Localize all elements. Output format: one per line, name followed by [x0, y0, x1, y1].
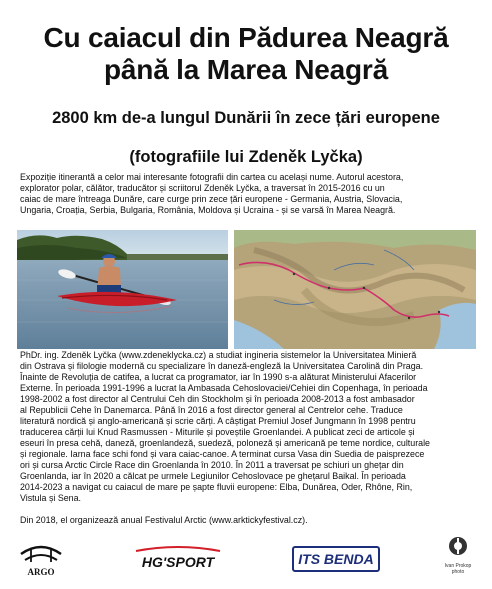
- credit-label: photo: [451, 569, 465, 575]
- title-line-2: până la Marea Neagră: [104, 54, 388, 85]
- bio-line: 1998-2002 a fost director al Centrului Ceh din Stockholm și în perioada 2008-2013 a fost ambasador: [20, 394, 415, 404]
- intro-line: explorator polar, călător, traducător și scriitorul Zdeněk Lyčka, a traversat în 2015-2016 cu un: [20, 183, 385, 193]
- page-title: [0, 22, 492, 86]
- bio-line: Vistula și Sena.: [20, 493, 82, 503]
- intro-line: caiac de mare întreaga Dunăre, care curge prin zece țări europene - Germania, Austria, Slovacia,: [20, 194, 403, 204]
- argo-logo: [17, 538, 65, 578]
- hgsport-logo-text: HG'SPORT: [141, 554, 215, 570]
- bio-line: PhDr. ing. Zdeněk Lyčka (www.zdeneklycka.cz) a studiat ingineria sistemelor la Universitatea Minieră: [20, 350, 417, 360]
- bio-line: literatură nordică și anglo-americană și scrie cărți. A câștigat Premiul Josef Jungmann în 1998 pentru: [20, 416, 416, 426]
- camera-aperture-icon: [448, 536, 468, 558]
- bio-line: 2014-2023 a navigat cu caiacul de mare pe șapte fluvii europene: Elba, Dunărea, Oder, Rhône, Rin,: [20, 482, 413, 492]
- intro-paragraph: [20, 172, 475, 216]
- credit-name: Ivan Prokop: [444, 563, 472, 569]
- intro-line: Expoziție itinerantă a celor mai interesante fotografii din cartea cu același nume. Autorul acestora,: [20, 172, 404, 182]
- bio-line: și regionale. Iarna face schi fond și vara caiac-canoe. A terminat cursa Vasa din Suedia de paisprezece: [20, 449, 425, 459]
- argo-logo-text: ARGO: [27, 567, 55, 577]
- bio-line: traducerea cărții lui Knud Rasmussen - Miturile și poveștile Groenlandei. A publicat zeci de articole și: [20, 427, 415, 437]
- bio-line: al Republicii Cehe în Danemarca. Până în 2016 a fost director general al Centrelor cehe. Traduce: [20, 405, 403, 415]
- festival-note: Din 2018, el organizează anual Festivalul Arctic (www.arktickyfestival.cz).: [20, 515, 308, 525]
- intro-line: Ungaria, Croația, Serbia, Bulgaria, România, Moldova și Ucraina - și se varsă în Marea Neagră.: [20, 205, 396, 215]
- kayak-photo: [17, 230, 228, 349]
- title-line-1: Cu caiacul din Pădurea Neagră: [43, 22, 449, 53]
- its-benda-logo: ITS BENDA: [292, 546, 380, 572]
- photo-credit-heading: (fotografiile lui Zdeněk Lyčka): [129, 148, 363, 166]
- bio-line: Externe. În perioada 1991-1996 a lucrat la Ambasada Cehoslovaciei/Cehiei din Copenhaga, în perioada: [20, 383, 428, 393]
- bio-line: ori și cursa Arctic Circle Race din Groenlanda în 2010. În 2011 a traversat pe schiuri un ghețar din: [20, 460, 404, 470]
- danube-map-image: [234, 230, 476, 349]
- bio-line: din Ostrava și filologie modernă cu specializare în daneză-engleză la Universitatea Carolină din Praga.: [20, 361, 424, 371]
- bio-line: Înainte de Revoluția de catifea, a lucrat ca programator, iar în 1990 s-a alăturat Ministerului Afacerilor: [20, 372, 417, 382]
- hgsport-logo: [130, 545, 226, 573]
- bio-line: Groenlanda, iar în 2020 a călcat pe urmele Legiunilor Cehoslovace pe ghețarul Baikal. În perioada: [20, 471, 406, 481]
- photographer-credit: [441, 536, 475, 578]
- subtitle: 2800 km de-a lungul Dunării în zece țări europene: [52, 109, 440, 127]
- bio-line: eseuri în presa cehă, daneză, groenlandeză, suedeză, poloneză și americană pe teme nordice, culturale: [20, 438, 430, 448]
- biography-paragraph: [20, 350, 475, 504]
